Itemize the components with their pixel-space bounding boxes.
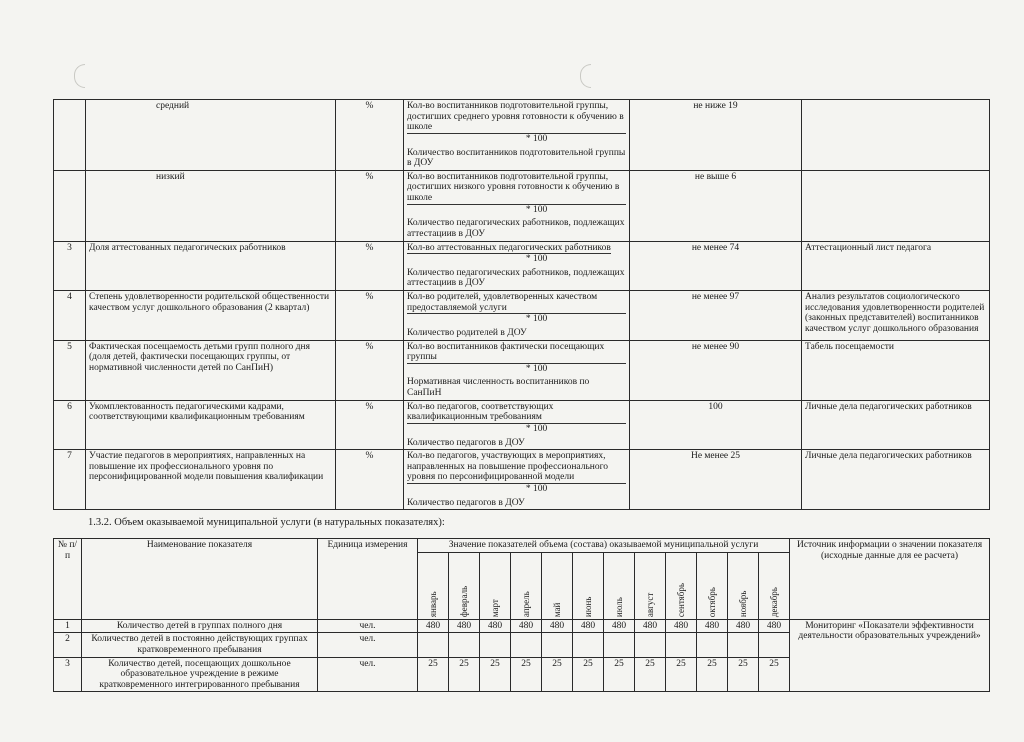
- table-row: [54, 241, 990, 291]
- month-value: 480: [480, 619, 511, 633]
- month-value: [418, 633, 449, 657]
- formula-denominator: Количество педагогов в ДОУ: [407, 497, 525, 508]
- unit: чел.: [318, 619, 418, 633]
- table-row: [54, 400, 990, 450]
- month-value: 25: [697, 657, 728, 692]
- month-header: [542, 552, 573, 619]
- formula-multiplier: * 100: [525, 204, 548, 215]
- month-label: июль: [613, 596, 624, 617]
- target-value: не менее 74: [630, 241, 802, 291]
- unit: чел.: [318, 633, 418, 657]
- table-row: [54, 619, 990, 633]
- row-number: [54, 100, 86, 171]
- month-value: [573, 633, 604, 657]
- indicator-name: Степень удовлетворенности родительской общественности качеством услуг дошкольного образования (2 квартал): [86, 291, 336, 341]
- month-label: январь: [427, 590, 438, 617]
- formula-numerator: Кол-во аттестованных педагогических работников: [407, 242, 611, 253]
- month-value: 480: [604, 619, 635, 633]
- info-source: Личные дела педагогических работников: [802, 450, 990, 510]
- indicator-name: Количество детей, посещающих дошкольное образовательное учреждение в режиме кратковременного интегрированного пребывания: [82, 657, 318, 692]
- formula-denominator: Количество воспитанников подготовительной группы в ДОУ: [407, 147, 626, 169]
- header-values: Значение показателей объема (состава) оказываемой муниципальной услуги: [418, 539, 790, 553]
- indicator-name: средний: [86, 100, 336, 171]
- month-value: 25: [542, 657, 573, 692]
- month-value: [728, 633, 759, 657]
- indicator-name: Укомплектованность педагогическими кадрами, соответствующими квалификационным требованиям: [86, 400, 336, 450]
- target-value: не выше 6: [630, 170, 802, 241]
- month-value: 25: [511, 657, 542, 692]
- month-header: [449, 552, 480, 619]
- month-value: 25: [759, 657, 790, 692]
- header-num: № п/п: [54, 539, 82, 620]
- month-value: 480: [666, 619, 697, 633]
- target-value: не менее 97: [630, 291, 802, 341]
- unit: %: [336, 400, 404, 450]
- table-row: [54, 100, 990, 171]
- indicator-name: Участие педагогов в мероприятиях, направленных на повышение их профессионального уровня по персонифицированной модели повышения квалификации: [86, 450, 336, 510]
- month-value: 25: [635, 657, 666, 692]
- row-number: 7: [54, 450, 86, 510]
- formula-denominator: Количество педагогов в ДОУ: [407, 437, 525, 448]
- table-row: [54, 170, 990, 241]
- formula-multiplier: * 100: [525, 363, 548, 374]
- target-value: 100: [630, 400, 802, 450]
- indicator-name: Доля аттестованных педагогических работников: [86, 241, 336, 291]
- unit: %: [336, 291, 404, 341]
- formula: [404, 291, 630, 341]
- formula-multiplier: * 100: [525, 484, 548, 494]
- month-value: [635, 633, 666, 657]
- formula-denominator: Количество родителей в ДОУ: [407, 327, 527, 338]
- month-label: март: [489, 598, 500, 617]
- table-row: [54, 291, 990, 341]
- formula: [404, 241, 630, 291]
- formula-numerator: Кол-во педагогов, соответствующих квалификационным требованиям: [407, 402, 626, 424]
- month-value: [759, 633, 790, 657]
- table-row: [54, 340, 990, 400]
- info-source: Анализ результатов социологического исследования удовлетворенности родителей (законных представителей) воспитанников качеством услуг дошкольного образования: [802, 291, 990, 341]
- month-value: [511, 633, 542, 657]
- month-value: 25: [449, 657, 480, 692]
- month-header: [604, 552, 635, 619]
- month-value: 25: [604, 657, 635, 692]
- formula: [404, 340, 630, 400]
- formula-denominator: Количество педагогических работников, подлежащих аттестациив в ДОУ: [407, 218, 625, 239]
- quality-indicators-table: [53, 99, 990, 510]
- target-value: не менее 90: [630, 340, 802, 400]
- month-value: 25: [728, 657, 759, 692]
- month-value: 480: [449, 619, 480, 633]
- header-source: Источник информации о значении показателя (исходные данные для ее расчета): [790, 539, 990, 620]
- month-label: май: [551, 602, 562, 617]
- month-label: сентябрь: [675, 582, 686, 617]
- month-value: 480: [759, 619, 790, 633]
- month-label: февраль: [458, 585, 469, 617]
- month-value: 480: [418, 619, 449, 633]
- month-label: август: [644, 592, 655, 617]
- month-value: 25: [480, 657, 511, 692]
- volume-source: Мониторинг «Показатели эффективности деятельности образовательных учреждений»: [790, 619, 990, 692]
- month-value: 480: [542, 619, 573, 633]
- punch-hole-mark: [580, 64, 591, 88]
- formula-numerator: Кол-во воспитанников подготовительной группы, достигших среднего уровня готовности к обучению в школе: [407, 101, 626, 134]
- formula-numerator: Кол-во педагогов, участвующих в мероприятиях, направленных на повышение профессионального уровня по персонифицированной модели: [407, 451, 626, 484]
- table-row: [54, 450, 990, 510]
- month-label: апрель: [520, 590, 531, 617]
- month-label: ноябрь: [737, 590, 748, 617]
- month-value: 480: [573, 619, 604, 633]
- month-header: [573, 552, 604, 619]
- header-name: Наименование показателя: [82, 539, 318, 620]
- row-number: 3: [54, 241, 86, 291]
- month-header: [697, 552, 728, 619]
- month-value: [666, 633, 697, 657]
- month-value: [449, 633, 480, 657]
- month-header: [511, 552, 542, 619]
- section-caption: 1.3.2. Объем оказываемой муниципальной услуги (в натуральных показателях):: [88, 517, 445, 528]
- row-number: 3: [54, 657, 82, 692]
- unit: %: [336, 170, 404, 241]
- month-label: декабрь: [768, 586, 779, 617]
- month-value: [542, 633, 573, 657]
- info-source: Аттестационный лист педагога: [802, 241, 990, 291]
- row-number: 2: [54, 633, 82, 657]
- info-source: [802, 170, 990, 241]
- formula-numerator: Кол-во родителей, удовлетворенных качеством предоставляемой услуги: [407, 292, 626, 314]
- month-value: 25: [666, 657, 697, 692]
- indicator-name: низкий: [86, 170, 336, 241]
- month-header: [728, 552, 759, 619]
- month-value: 480: [697, 619, 728, 633]
- month-label: июнь: [582, 596, 593, 617]
- month-value: [480, 633, 511, 657]
- formula-multiplier: * 100: [525, 423, 548, 434]
- indicator-name: Количество детей в группах полного дня: [82, 619, 318, 633]
- formula-multiplier: * 100: [525, 254, 548, 265]
- month-value: 480: [635, 619, 666, 633]
- row-number: 4: [54, 291, 86, 341]
- info-source: Личные дела педагогических работников: [802, 400, 990, 450]
- month-header: [666, 552, 697, 619]
- unit: %: [336, 340, 404, 400]
- month-value: [697, 633, 728, 657]
- month-value: [604, 633, 635, 657]
- month-value: 25: [418, 657, 449, 692]
- formula-denominator: Нормативная численность воспитанников по СанПиН: [407, 377, 590, 398]
- formula-numerator: Кол-во воспитанников фактически посещающих группы: [407, 342, 626, 364]
- info-source: Табель посещаемости: [802, 340, 990, 400]
- formula: [404, 400, 630, 450]
- row-number: [54, 170, 86, 241]
- punch-hole-mark: [74, 64, 85, 88]
- unit: чел.: [318, 657, 418, 692]
- formula: [404, 100, 630, 171]
- target-value: не ниже 19: [630, 100, 802, 171]
- row-number: 6: [54, 400, 86, 450]
- month-header: [480, 552, 511, 619]
- row-number: 5: [54, 340, 86, 400]
- indicator-name: Фактическая посещаемость детьми групп полного дня (доля детей, фактически посещающих группы, от нормативной численности детей по СанПиН): [86, 340, 336, 400]
- info-source: [802, 100, 990, 171]
- formula-multiplier: * 100: [525, 133, 548, 144]
- formula-denominator: Количество педагогических работников, подлежащих аттестациив в ДОУ: [407, 267, 625, 289]
- unit: %: [336, 100, 404, 171]
- target-value: Не менее 25: [630, 450, 802, 510]
- header-unit: Единица измерения: [318, 539, 418, 620]
- month-value: 480: [728, 619, 759, 633]
- volume-indicators-table: [53, 538, 990, 692]
- formula-multiplier: * 100: [525, 314, 548, 325]
- month-value: 480: [511, 619, 542, 633]
- formula: [404, 170, 630, 241]
- formula-numerator: Кол-во воспитанников подготовительной группы, достигших низкого уровня готовности к обучению в школе: [407, 172, 626, 205]
- month-value: 25: [573, 657, 604, 692]
- month-label: октябрь: [706, 586, 717, 617]
- month-header: [635, 552, 666, 619]
- row-number: 1: [54, 619, 82, 633]
- unit: %: [336, 450, 404, 510]
- unit: %: [336, 241, 404, 291]
- indicator-name: Количество детей в постоянно действующих группах кратковременного пребывания: [82, 633, 318, 657]
- formula: [404, 450, 630, 510]
- month-header: [418, 552, 449, 619]
- month-header: [759, 552, 790, 619]
